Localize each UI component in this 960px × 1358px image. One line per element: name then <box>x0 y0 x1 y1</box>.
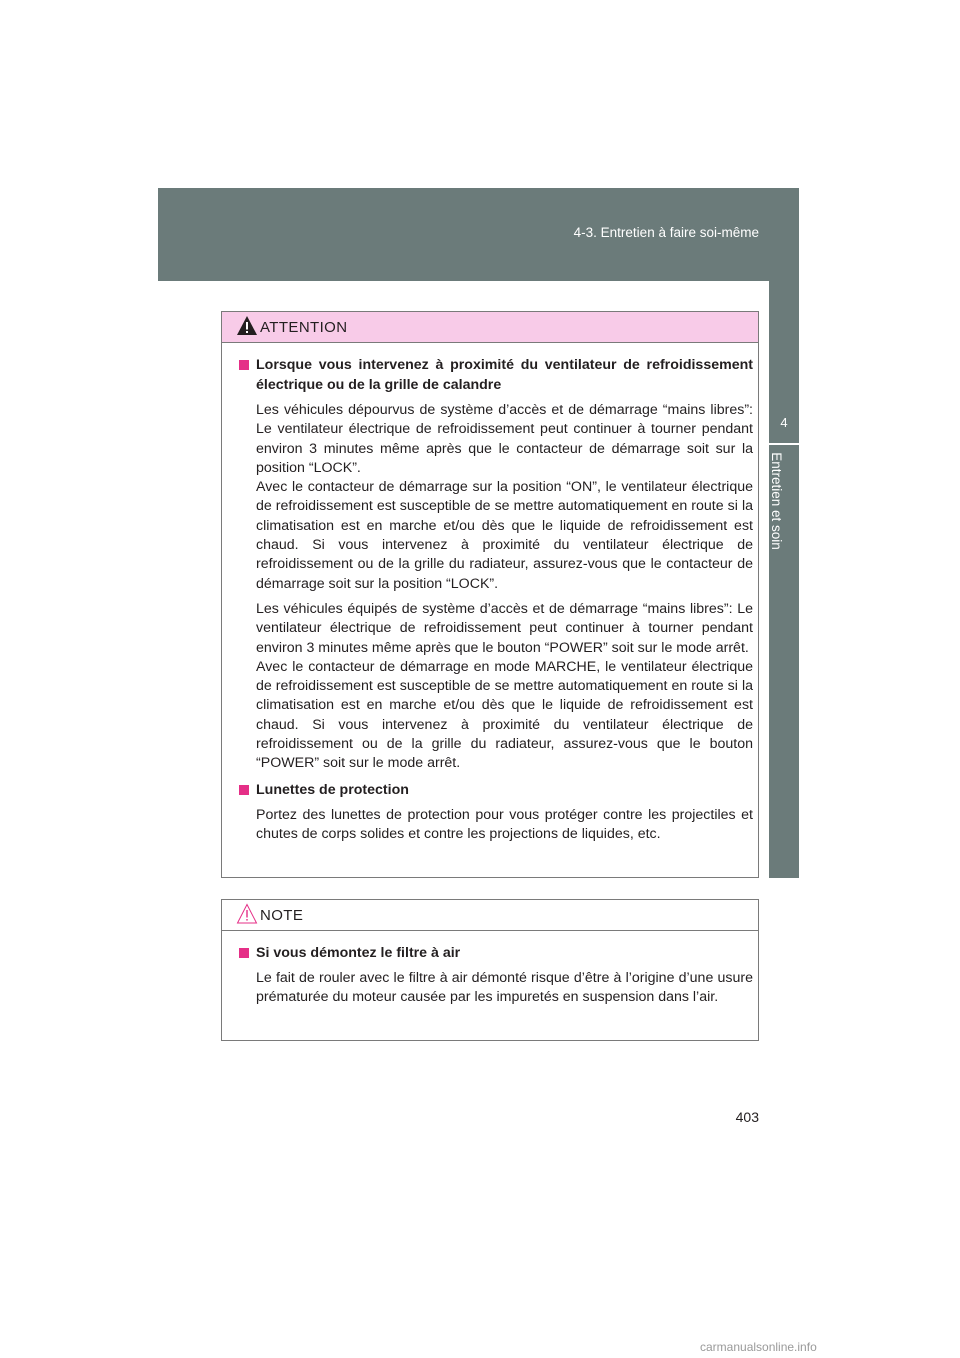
square-bullet-icon <box>239 360 249 370</box>
attention-paragraph: Les véhicules équipés de système d’accès et de démarrage “mains libres”: Le ventilateur électrique de refroidissement peut continuer à tourner pendant environ 3 minutes même après que le bouton “POWER” soit sur le mode arrêt. <box>256 600 753 656</box>
chapter-divider <box>769 443 799 445</box>
attention-paragraph: Les véhicules dépourvus de système d’accès et de démarrage “mains libres”: Le ventilateur électrique de refroidissement peut continuer à tourner pendant environ 3 minutes même après que le contacteur de démarrage soit sur la position “LOCK”. <box>256 402 753 476</box>
note-item-title: Si vous démontez le filtre à air <box>239 943 753 963</box>
chapter-tab <box>769 281 799 878</box>
note-paragraph: Le fait de rouler avec le filtre à air démonté risque d’être à l’origine d’une usure prématurée du moteur causée par les impuretés en suspension dans l’air. <box>256 970 753 1006</box>
watermark: carmanualsonline.info <box>700 1340 817 1354</box>
attention-header <box>222 312 758 343</box>
attention-item-title: Lorsque vous intervenez à proximité du ventilateur de refroidissement électrique ou de la grille de calandre <box>239 355 753 395</box>
attention-paragraph: Portez des lunettes de protection pour vous protéger contre les projectiles et chutes de corps solides et contre les projections de liquides, etc. <box>256 806 753 842</box>
attention-paragraph: Avec le contacteur de démarrage en mode MARCHE, le ventilateur électrique de refroidissement est susceptible de se mettre automatiquement en route si la climatisation est en marche et/ou dès que le liquide de refroidissement est chaud. Si vous intervenez à proximité du ventilateur électrique de refroidissement ou de la grille du radiateur, assurez-vous que le bouton “POWER” soit sur le mode arrêt. <box>256 658 753 772</box>
page-number: 403 <box>735 1109 759 1125</box>
square-bullet-icon <box>239 785 249 795</box>
attention-item-title: Lunettes de protection <box>239 780 753 800</box>
warning-triangle-filled-icon <box>236 315 258 342</box>
chapter-number: 4 <box>780 415 788 430</box>
chapter-label: Entretien et soin <box>769 452 784 550</box>
note-title: NOTE <box>260 907 304 924</box>
note-header <box>222 900 758 931</box>
attention-paragraph: Avec le contacteur de démarrage sur la position “ON”, le ventilateur électrique de refroidissement est susceptible de se mettre automatiquement en route si la climatisation est en marche et/ou dès que le liquide de refroidissement est chaud. Si vous intervenez à proximité du ventilateur électrique de refroidissement ou de la grille du radiateur, assurez-vous que le contacteur de démarrage soit sur la position “LOCK”. <box>256 479 753 592</box>
warning-triangle-outline-icon <box>236 903 258 930</box>
section-title: 4-3. Entretien à faire soi-même <box>573 225 759 240</box>
note-box <box>221 899 759 1041</box>
header-band <box>158 188 799 281</box>
attention-box <box>221 311 759 878</box>
attention-title: ATTENTION <box>260 319 348 336</box>
square-bullet-icon <box>239 948 249 958</box>
